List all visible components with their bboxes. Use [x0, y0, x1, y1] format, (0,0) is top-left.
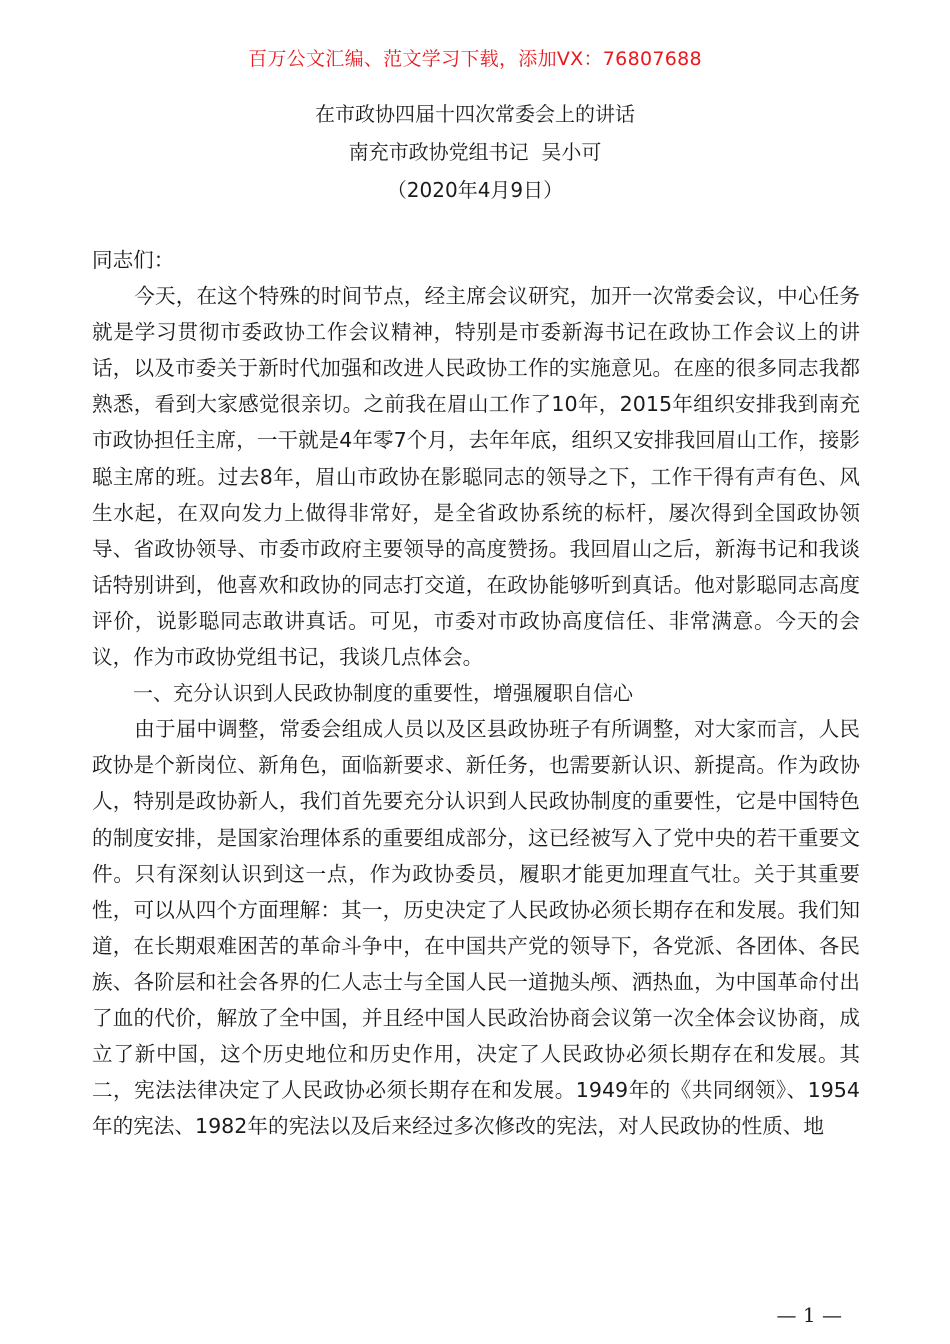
speech-title: 在市政协四届十四次常委会上的讲话	[315, 102, 635, 126]
page-number	[0, 1300, 950, 1330]
speech-author: 南充市政协党组书记 吴小可	[348, 140, 602, 164]
speech-date: （2020年4月9日）	[386, 178, 564, 202]
paragraph-section-1: 由于届中调整，常委会组成人员以及区县政协班子有所调整，对大家而言，人民政协是个新岗位、新角色，面临新要求、新任务，也需要新认识、新提高。作为政协人，特别是政协新人，我们首先要充分认识到人民政协制度的重要性，它是中国特色的制度安排，是国家治理体系的重要组成部分，这已经被写入了党中央的若干重要文件。只有深刻认识到这一点，作为政协委员，履职才能更加理直气壮。关于其重要性，可以从四个方面理解：其一，历史决定了人民政协必须长期存在和发展。我们知道，在长期艰难困苦的革命斗争中，在中国共产党的领导下，各党派、各团体、各民族、各阶层和社会各界的仁人志士与全国人民一道抛头颅、洒热血，为中国革命付出了血的代价，解放了全中国，并且经中国人民政治协商会议第一次全体会议协商，成立了新中国，这个历史地位和历史作用，决定了人民政协必须长期存在和发展。其二，宪法法律决定了人民政协必须长期存在和发展。1949年的《共同纲领》、1954年的宪法、1982年的宪法以及后来经过多次修改的宪法，对人民政协的性质、地	[92, 717, 860, 1139]
salutation: 同志们：	[92, 248, 175, 272]
download-banner: 百万公文汇编、范文学习下载，添加VX：76807688	[248, 48, 702, 70]
section-heading-1: 一、充分认识到人民政协制度的重要性，增强履职自信心	[133, 681, 633, 706]
speech-body	[92, 242, 860, 1144]
page-number-text: — 1 —	[776, 1303, 842, 1327]
paragraph-intro: 今天，在这个特殊的时间节点，经主席会议研究，加开一次常委会议，中心任务就是学习贯彻市委政协工作会议精神，特别是市委新海书记在政协工作会议上的讲话，以及市委关于新时代加强和改进人民政协工作的实施意见。在座的很多同志我都熟悉，看到大家感觉很亲切。之前我在眉山工作了10年，2015年组织安排我到南充市政协担任主席，一干就是4年零7个月，去年年底，组织又安排我回眉山工作，接影聪主席的班。过去8年，眉山市政协在影聪同志的领导之下，工作干得有声有色、风生水起，在双向发力上做得非常好，是全省政协系统的标杆，屡次得到全国政协领导、省政协领导、市委市政府主要领导的高度赞扬。我回眉山之后，新海书记和我谈话特别讲到，他喜欢和政协的同志打交道，在政协能够听到真话。他对影聪同志高度评价，说影聪同志敢讲真话。可见，市委对市政协高度信任、非常满意。今天的会议，作为市政协党组书记，我谈几点体会。	[92, 284, 860, 670]
speech-header	[0, 95, 950, 209]
